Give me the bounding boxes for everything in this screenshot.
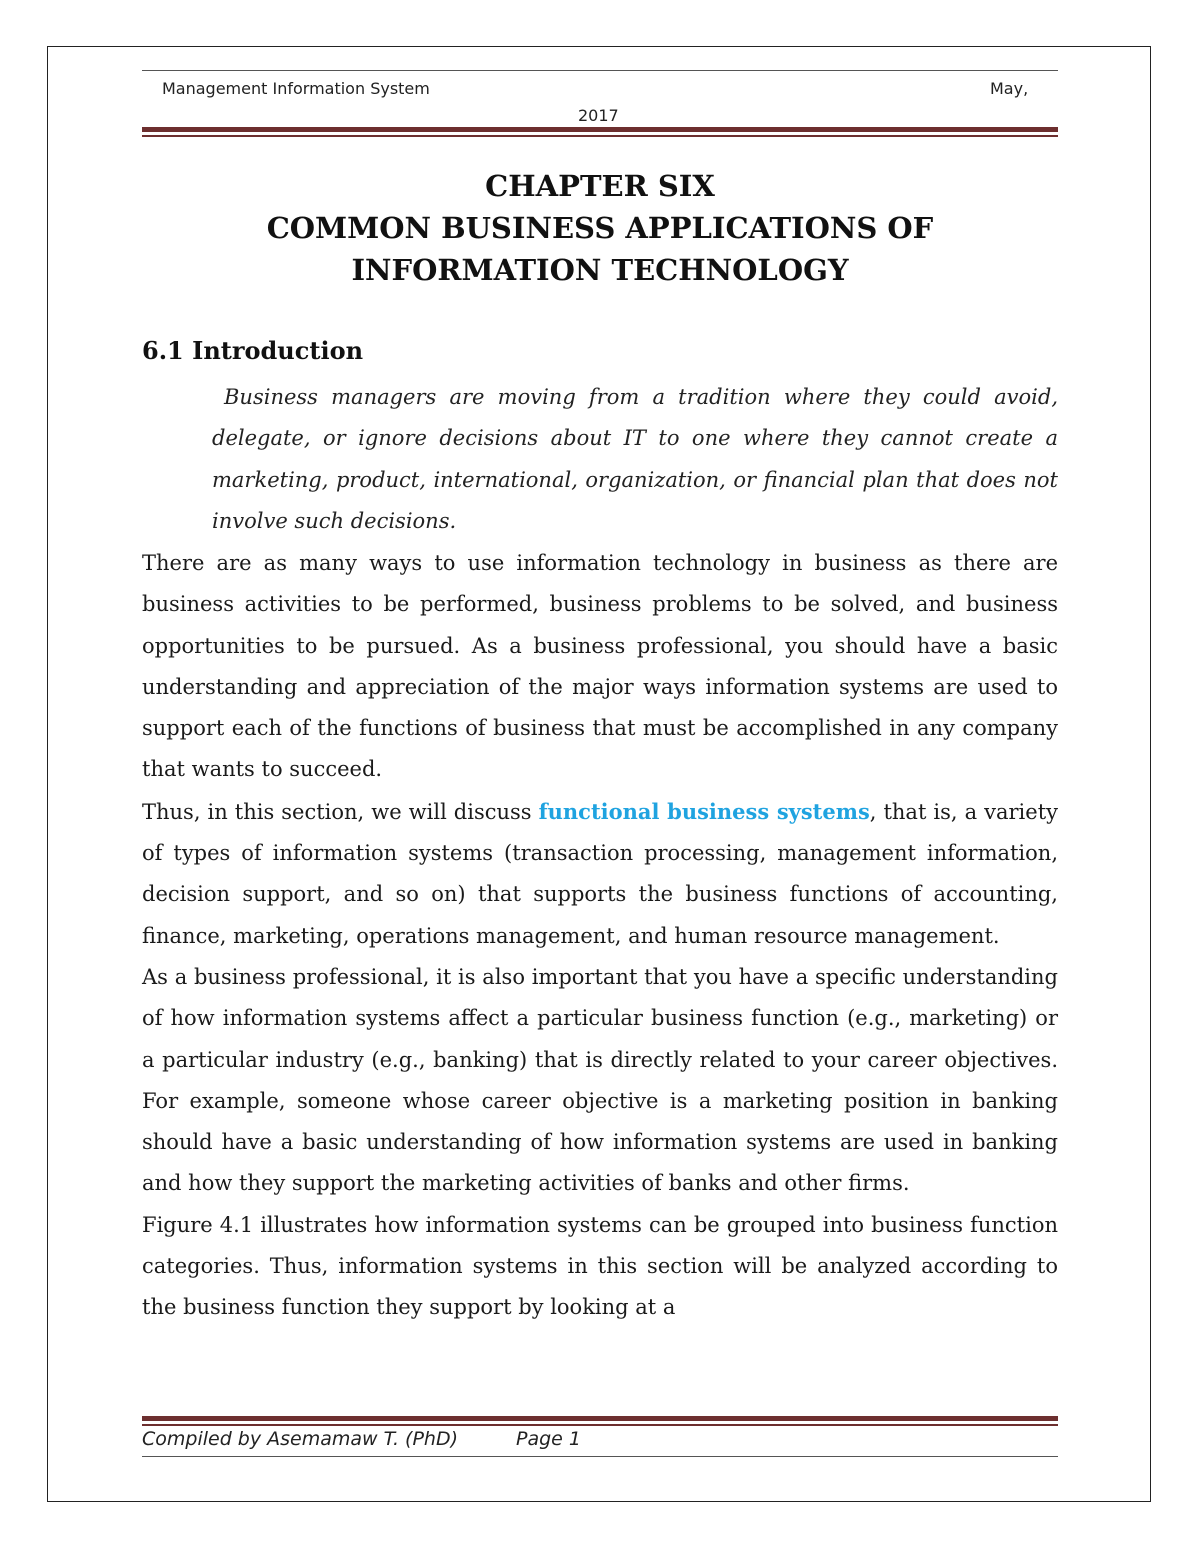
chapter-name-line2: INFORMATION TECHNOLOGY bbox=[351, 253, 849, 287]
paragraph-2-start: Thus, in this section, we will discuss bbox=[142, 799, 539, 824]
section-heading: 6.1 Introduction bbox=[142, 336, 364, 365]
chapter-title bbox=[142, 165, 1058, 291]
paragraph-4: Figure 4.1 illustrates how information systems can be grouped into business function categories. Thus, information systems in this section will be analyzed according to the business function they support by looking at a bbox=[142, 1212, 1058, 1320]
body-text bbox=[142, 543, 1058, 1329]
footer-page-number: Page 1 bbox=[516, 1428, 581, 1450]
header-date-month: May, bbox=[990, 79, 1029, 98]
footer-rule-thin bbox=[142, 1424, 1058, 1426]
header-top-line bbox=[142, 70, 1058, 71]
paragraph-1: There are as many ways to use information technology in business as there are business activities to be performed, business problems to be solved, and business opportunities to be pursued. As a business professional, you should have a basic understanding and appreciation of the major ways information systems are used to support each of the functions of business that must be accomplished in any company that wants to succeed. bbox=[142, 551, 1058, 782]
header-rule-thick bbox=[142, 127, 1058, 132]
intro-quote-text: Business managers are moving from a tradition where they could avoid, delegate, or ignore decisions about IT to one where they cannot create a marketing, product, international, organization, or financial plan that does not involve such decisions. bbox=[212, 385, 1058, 533]
footer bbox=[142, 1428, 581, 1450]
chapter-name-line1: COMMON BUSINESS APPLICATIONS OF bbox=[266, 211, 934, 245]
footer-bottom-line bbox=[142, 1456, 1058, 1457]
chapter-number: CHAPTER SIX bbox=[485, 169, 715, 203]
paragraph-2 bbox=[142, 791, 1058, 957]
footer-rule-thick bbox=[142, 1416, 1058, 1421]
paragraph-2-rest: , that is, a variety of types of information systems (transaction processing, management information, decision support, and so on) that supports the business functions of accounting, finance, marketing, operations management, and human resource management. bbox=[142, 799, 1059, 948]
header-date-year: 2017 bbox=[578, 106, 619, 125]
header-rule-thin bbox=[142, 135, 1058, 137]
header-course-title: Management Information System bbox=[162, 79, 430, 98]
intro-quote bbox=[212, 377, 1058, 542]
paragraph-3: As a business professional, it is also important that you have a specific understanding of how information systems affect a particular business function (e.g., marketing) or a particular industry (e.g., banking) that is directly related to your career objectives. For example, someone whose career objective is a marketing position in banking should have a basic understanding of how information systems are used in banking and how they support the marketing activities of banks and other firms. bbox=[142, 964, 1058, 1196]
functional-business-systems-term: functional business systems bbox=[538, 798, 870, 824]
footer-compiled-by: Compiled by Asemamaw T. (PhD) bbox=[142, 1428, 459, 1450]
